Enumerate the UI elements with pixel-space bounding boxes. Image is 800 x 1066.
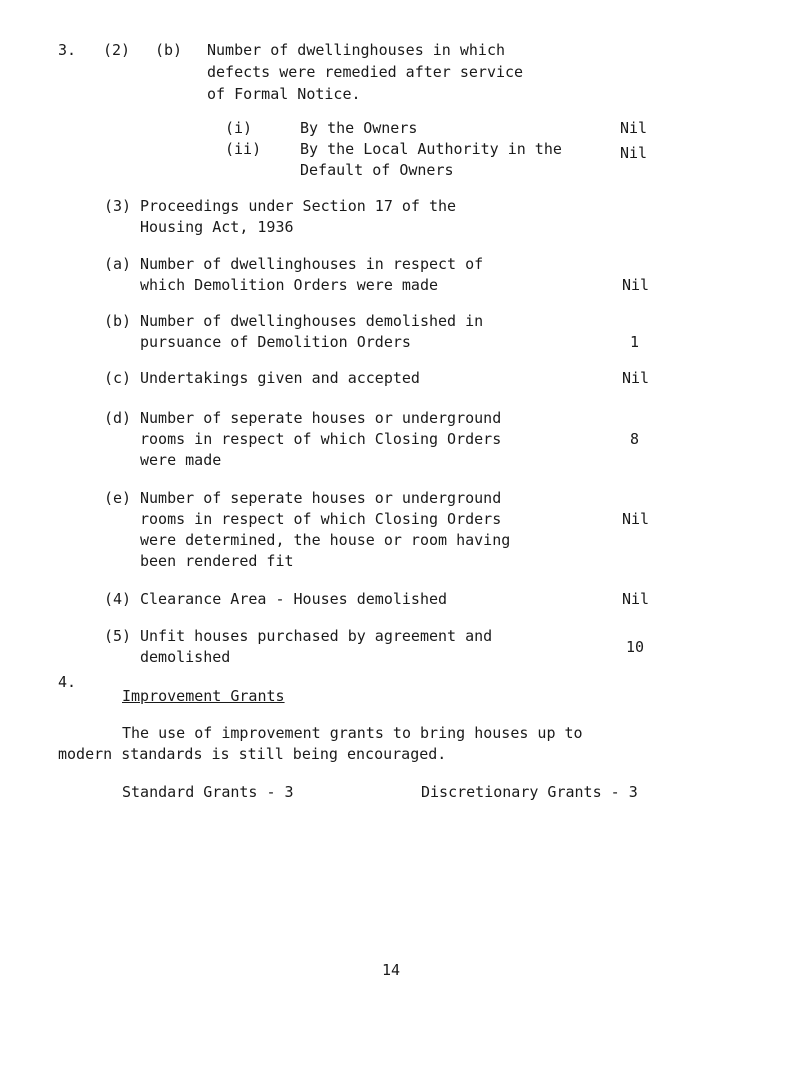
item-value: Nil	[622, 590, 650, 608]
section-number: 3.	[58, 41, 77, 59]
item-text-line: Number of dwellinghouses in respect of	[140, 255, 484, 273]
item-text-line: were determined, the house or room having	[140, 531, 511, 549]
item-text-line: pursuance of Demolition Orders	[140, 333, 411, 351]
item-text-line: which Demolition Orders were made	[140, 276, 439, 294]
item-label-a: (a)	[104, 255, 132, 273]
item-label-d: (d)	[104, 409, 132, 427]
item-label-c: (c)	[104, 369, 132, 387]
item-value: 1	[630, 333, 640, 351]
item-value: 8	[630, 430, 640, 448]
sub-item-value: Nil	[620, 119, 648, 137]
item-text-line: been rendered fit	[140, 552, 294, 570]
item-value: Nil	[622, 510, 650, 528]
item-text-line: Number of dwellinghouses in which	[207, 41, 506, 59]
sub-item-text: By the Local Authority in the	[300, 140, 562, 158]
item-text-line: of Formal Notice.	[207, 85, 361, 103]
item-text-line: Number of seperate houses or underground	[140, 489, 502, 507]
sub-item-label-ii: (ii)	[225, 140, 262, 158]
item-text-line: Proceedings under Section 17 of the	[140, 197, 457, 215]
item-label-4: (4)	[104, 590, 132, 608]
item-text-line: Housing Act, 1936	[140, 218, 294, 236]
item-sublabel-b: (b)	[155, 41, 183, 59]
item-label-b: (b)	[104, 312, 132, 330]
item-text-line: defects were remedied after service	[207, 63, 524, 81]
item-label-2: (2)	[103, 41, 131, 59]
item-value: Nil	[622, 276, 650, 294]
item-text-line: rooms in respect of which Closing Orders	[140, 510, 502, 528]
item-label-5: (5)	[104, 627, 132, 645]
item-label-3: (3)	[104, 197, 132, 215]
discretionary-grants: Discretionary Grants - 3	[421, 783, 638, 801]
item-text-line: Number of dwellinghouses demolished in	[140, 312, 484, 330]
sub-item-text: By the Owners	[300, 119, 418, 137]
standard-grants: Standard Grants - 3	[122, 783, 294, 801]
sub-item-value: Nil	[620, 144, 648, 162]
sub-item-label-i: (i)	[225, 119, 253, 137]
item-text-line: Unfit houses purchased by agreement and	[140, 627, 493, 645]
sub-item-text: Default of Owners	[300, 161, 454, 179]
section-number: 4.	[58, 673, 77, 691]
section-heading: Improvement Grants	[122, 687, 285, 705]
item-value: Nil	[622, 369, 650, 387]
page-number: 14	[382, 961, 401, 979]
item-text-line: Number of seperate houses or underground	[140, 409, 502, 427]
paragraph-line: The use of improvement grants to bring houses up to	[122, 724, 583, 742]
item-label-e: (e)	[104, 489, 132, 507]
item-text-line: Clearance Area - Houses demolished	[140, 590, 448, 608]
item-text-line: demolished	[140, 648, 231, 666]
item-value: 10	[626, 638, 645, 656]
item-text-line: rooms in respect of which Closing Orders	[140, 430, 502, 448]
item-text-line: were made	[140, 451, 222, 469]
item-text-line: Undertakings given and accepted	[140, 369, 420, 387]
paragraph-line: modern standards is still being encouraged.	[58, 745, 447, 763]
